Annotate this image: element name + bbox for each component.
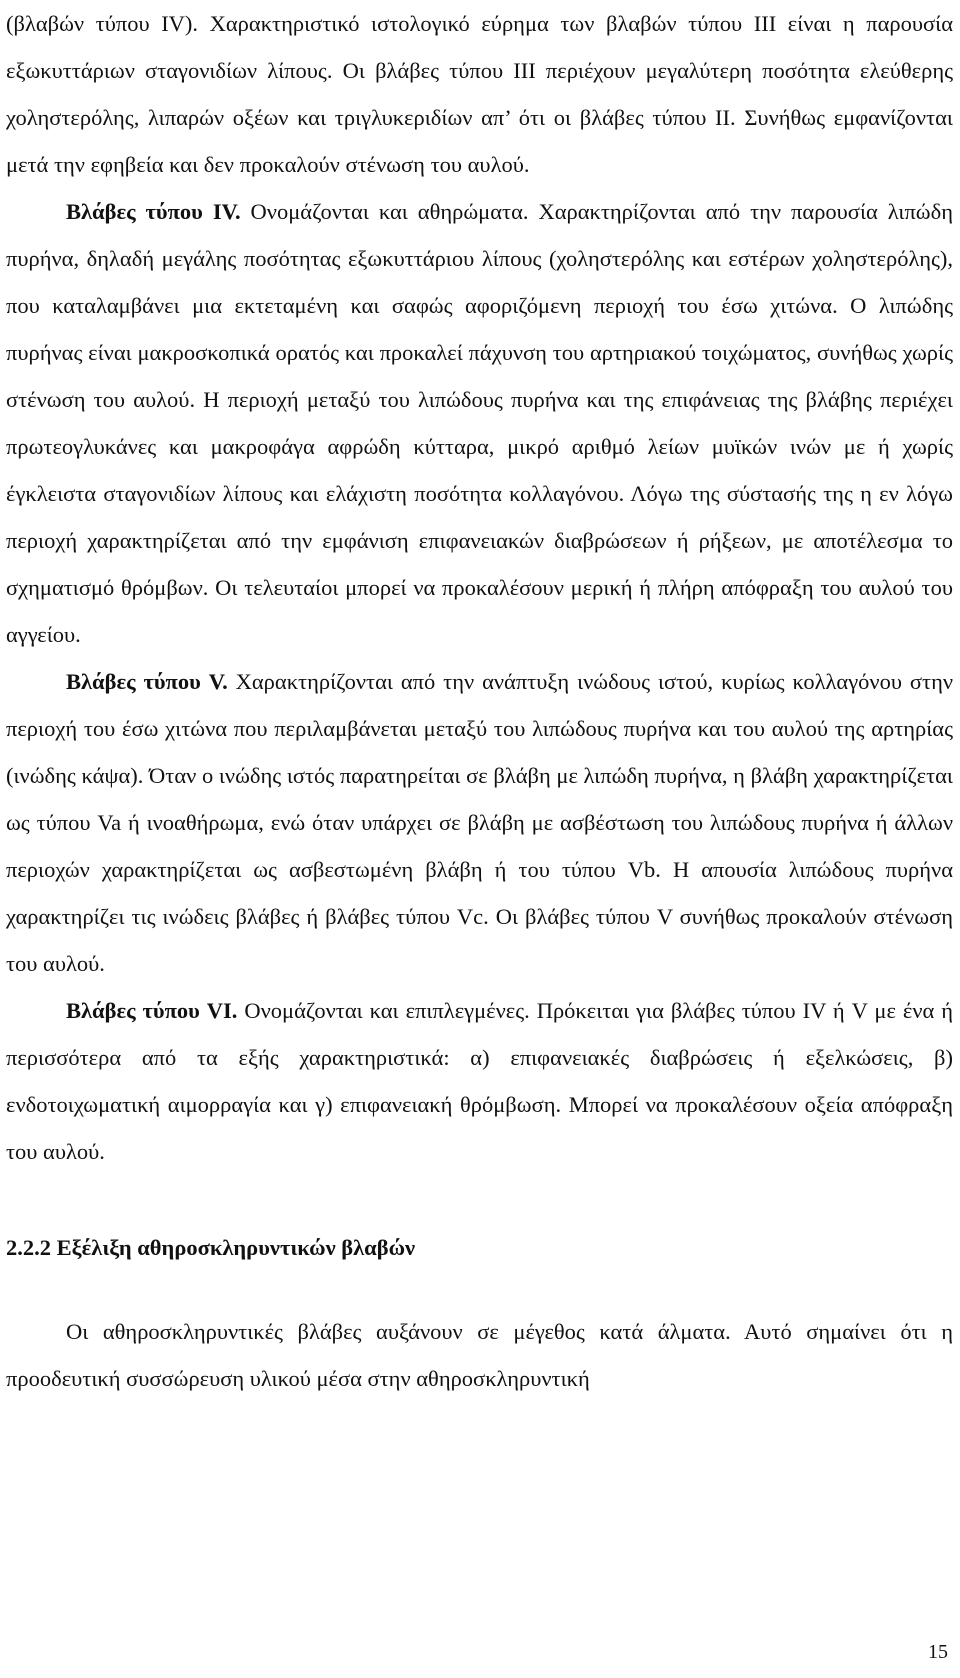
page-number: 15 — [928, 1641, 948, 1663]
paragraph-type-vi — [6, 987, 953, 1175]
paragraph-label-type-iv: Βλάβες τύπου IV. — [66, 199, 241, 224]
paragraph-text: Ονομάζονται και επιπλεγμένες. Πρόκειται για βλάβες τύπου IV ή V με ένα ή περισσότερα από τα εξής χαρακτηριστικά: α) επιφανειακές διαβρώσεις ή εξελκώσεις, β) ενδοτοιχωματική αιμορραγία και γ) επιφανειακή θρόμβωση. Μπορεί να προκαλέσουν οξεία απόφραξη του αυλού. — [6, 998, 954, 1164]
section-heading: 2.2.2 Εξέλιξη αθηροσκληρυντικών βλαβών — [6, 1235, 416, 1260]
paragraph-type-iii-continued — [6, 0, 953, 188]
paragraph-type-iv — [6, 188, 953, 658]
paragraph-text: (βλαβών τύπου IV). Χαρακτηριστικό ιστολογικό εύρημα των βλαβών τύπου III είναι η παρουσία εξωκυττάριων σταγονιδίων λίπους. Οι βλάβες τύπου III περιέχουν μεγαλύτερη ποσότητα ελεύθερης χοληστερόλης, λιπαρών οξέων και τριγλυκεριδίων απ’ ότι οι βλάβες τύπου II. Συνήθως εμφανίζονται μετά την εφηβεία και δεν προκαλούν στένωση του αυλού. — [6, 11, 953, 177]
paragraph-label-type-vi: Βλάβες τύπου VI. — [66, 998, 238, 1023]
section-paragraph: Οι αθηροσκληρυντικές βλάβες αυξάνουν σε μέγεθος κατά άλματα. Αυτό σημαίνει ότι η προοδευτική συσσώρευση υλικού μέσα στην αθηροσκληρυντική — [6, 1319, 953, 1391]
document-body — [6, 0, 953, 1402]
paragraph-label-type-v: Βλάβες τύπου V. — [66, 669, 228, 694]
paragraph-type-v — [6, 658, 953, 987]
paragraph-text: Ονομάζονται και αθηρώματα. Χαρακτηρίζονται από την παρουσία λιπώδη πυρήνα, δηλαδή μεγάλης ποσότητας εξωκυττάριου λίπους (χοληστερόλης και εστέρων χοληστερόλης), που καταλαμβάνει μια εκτεταμένη και σαφώς αφοριζόμενη περιοχή του έσω χιτώνα. Ο λιπώδης πυρήνας είναι μακροσκοπικά ορατός και προκαλεί πάχυνση του αρτηριακού τοιχώματος, συνήθως χωρίς στένωση του αυλού. Η περιοχή μεταξύ του λιπώδους πυρήνα και της επιφάνειας της βλάβης περιέχει πρωτεογλυκάνες και μακροφάγα αφρώδη κύτταρα, μικρό αριθμό λείων μυϊκών ινών με ή χωρίς έγκλειστα σταγονιδίων λίπους και ελάχιστη ποσότητα κολλαγόνου. Λόγω της σύστασής της η εν λόγω περιοχή χαρακτηρίζεται από την εμφάνιση επιφανειακών διαβρώσεων ή ρήξεων, με αποτέλεσμα το σχηματισμό θρόμβων. Οι τελευταίοι μπορεί να προκαλέσουν μερική ή πλήρη απόφραξη του αυλού του αγγείου. — [6, 199, 953, 647]
paragraph-text: Χαρακτηρίζονται από την ανάπτυξη ινώδους ιστού, κυρίως κολλαγόνου στην περιοχή του έσω χιτώνα που περιλαμβάνεται μεταξύ του λιπώδους πυρήνα και του αυλού της αρτηρίας (ινώδης κάψα). Όταν ο ινώδης ιστός παρατηρείται σε βλάβη με λιπώδη πυρήνα, η βλάβη χαρακτηρίζεται ως τύπου Va ή ινοαθήρωμα, ενώ όταν υπάρχει σε βλάβη με ασβέστωση του λιπώδους πυρήνα ή άλλων περιοχών χαρακτηρίζεται ως ασβεστωμένη βλάβη ή του τύπου Vb. Η απουσία λιπώδους πυρήνα χαρακτηρίζει τις ινώδεις βλάβες ή βλάβες τύπου Vc. Οι βλάβες τύπου V συνήθως προκαλούν στένωση του αυλού. — [6, 669, 954, 976]
